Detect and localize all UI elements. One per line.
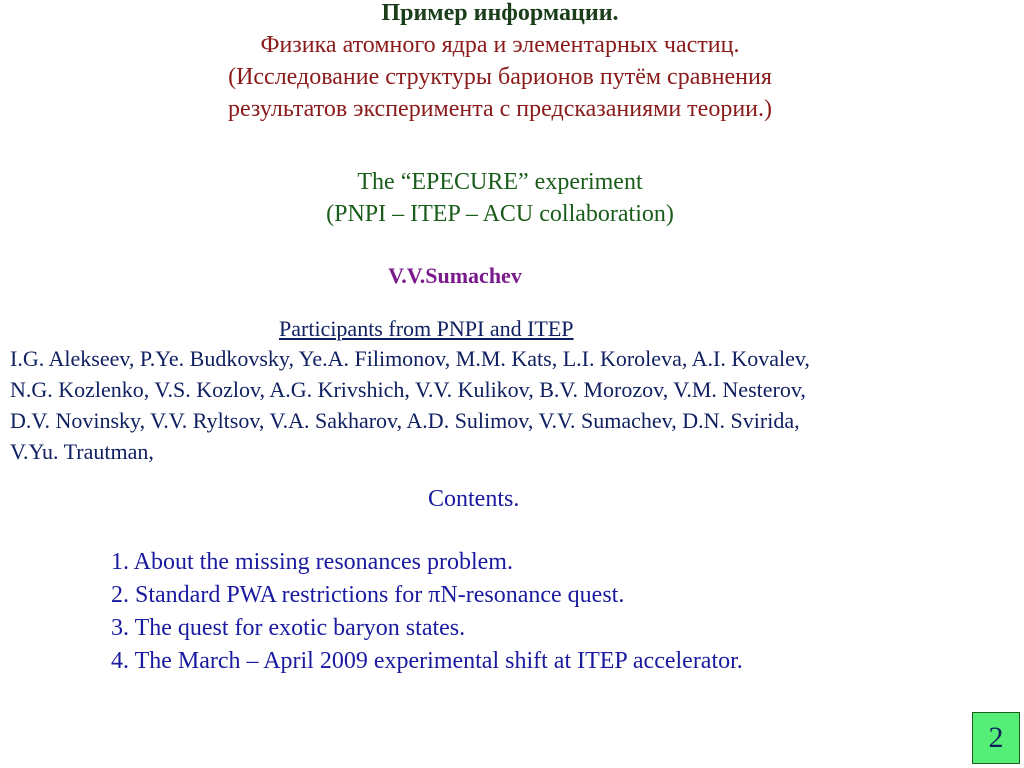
participants-line: I.G. Alekseev, P.Ye. Budkovsky, Ye.A. Filimonov, M.M. Kats, L.I. Koroleva, A.I. Kovalev, xyxy=(10,346,810,371)
experiment-name: The “EPECURE” experiment xyxy=(357,169,643,195)
contents-item: 2. Standard PWA restrictions for πN-resonance quest. xyxy=(111,582,625,608)
subtitle-line-3: результатов эксперимента с предсказаниями теории.) xyxy=(227,96,773,122)
author-name: V.V.Sumachev xyxy=(388,263,522,288)
participants-title: Participants from PNPI and ITEP xyxy=(279,316,574,341)
page-number-badge xyxy=(972,712,1020,764)
contents-item: 3. The quest for exotic baryon states. xyxy=(111,615,466,641)
subtitle-line-1: Физика атомного ядра и элементарных частиц. xyxy=(260,32,740,58)
contents-title: Contents. xyxy=(428,486,520,512)
contents-item: 1. About the missing resonances problem. xyxy=(111,549,513,575)
experiment-collaboration: (PNPI – ITEP – ACU collaboration) xyxy=(326,201,674,227)
participants-list xyxy=(10,343,810,467)
participants-line: N.G. Kozlenko, V.S. Kozlov, A.G. Krivshich, V.V. Kulikov, B.V. Morozov, V.M. Nesterov, xyxy=(10,377,806,402)
header-block xyxy=(0,0,1000,125)
contents-item: 4. The March – April 2009 experimental shift at ITEP accelerator. xyxy=(111,648,743,674)
contents-list xyxy=(111,546,743,678)
participants-line: D.V. Novinsky, V.V. Ryltsov, V.A. Sakharov, A.D. Sulimov, V.V. Sumachev, D.N. Svirida, xyxy=(10,408,800,433)
subtitle-line-2: (Исследование структуры барионов путём сравнения xyxy=(228,64,772,90)
slide-title: Пример информации. xyxy=(381,0,619,26)
participants-line: V.Yu. Trautman, xyxy=(10,439,154,464)
experiment-block xyxy=(0,166,1000,230)
page-number: 2 xyxy=(988,721,1004,754)
